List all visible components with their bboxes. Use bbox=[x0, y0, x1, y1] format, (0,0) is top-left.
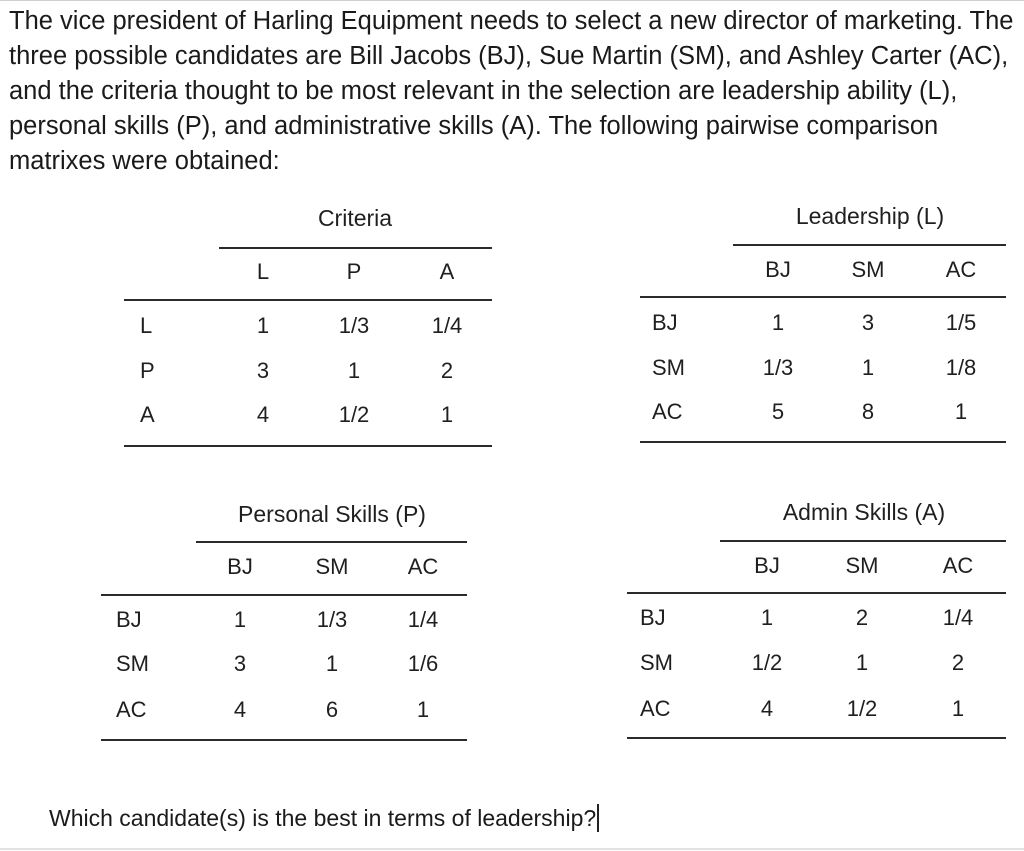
matrix-title: Personal Skills (P) bbox=[238, 501, 426, 527]
column-header: SM bbox=[845, 553, 879, 578]
matrix-cell: 1/3 bbox=[762, 355, 794, 380]
matrix-cell: 2 bbox=[855, 605, 869, 630]
question-field[interactable] bbox=[49, 803, 599, 833]
column-header: P bbox=[346, 259, 362, 284]
column-header: BJ bbox=[765, 257, 791, 282]
row-label: AC bbox=[640, 696, 671, 721]
table-rule bbox=[627, 592, 1006, 594]
question-text: Which candidate(s) is the best in terms of leadership? bbox=[49, 805, 597, 831]
table-rule bbox=[640, 441, 1006, 443]
column-header: SM bbox=[315, 554, 349, 579]
matrix-cell: 1/4 bbox=[942, 605, 974, 630]
table-rule bbox=[101, 594, 467, 596]
matrix-cell: 1/2 bbox=[751, 650, 783, 675]
row-label: SM bbox=[652, 355, 685, 380]
table-rule bbox=[101, 739, 467, 741]
matrix-title: Leadership (L) bbox=[795, 203, 945, 229]
matrix-cell: 2 bbox=[440, 358, 454, 383]
column-header: L bbox=[256, 259, 270, 284]
bottom-border bbox=[0, 848, 1024, 850]
matrix-cell: 1 bbox=[440, 402, 454, 427]
row-label: P bbox=[140, 358, 155, 383]
table-rule bbox=[733, 244, 1006, 246]
matrix-cell: 1 bbox=[954, 399, 968, 424]
row-label: AC bbox=[652, 399, 683, 424]
column-header: AC bbox=[945, 257, 977, 282]
matrix-cell: 3 bbox=[861, 310, 875, 335]
matrix-cell: 4 bbox=[760, 696, 774, 721]
matrix-cell: 1 bbox=[325, 651, 339, 676]
matrix-cell: 1 bbox=[347, 358, 361, 383]
problem-statement: The vice president of Harling Equipment needs to select a new director of marketing. The three possible candidates are Bill Jacobs (BJ), Sue Martin (SM), and Ashley Carter (AC), and the criteria thought to be most relevant in the selection are leadership ability (L), personal skills (P), and administrative skills (A). The following pairwise comparison matrixes were obtained: bbox=[9, 7, 1014, 175]
table-rule bbox=[196, 541, 467, 543]
matrix-cell: 1/4 bbox=[431, 313, 463, 338]
row-label: AC bbox=[116, 697, 147, 722]
row-label: BJ bbox=[640, 605, 666, 630]
column-header: AC bbox=[407, 554, 439, 579]
matrix-cell: 1/3 bbox=[316, 607, 348, 632]
table-rule bbox=[219, 247, 492, 249]
matrix-cell: 3 bbox=[256, 358, 270, 383]
row-label: SM bbox=[116, 651, 149, 676]
matrix-cell: 1 bbox=[861, 355, 875, 380]
table-rule bbox=[720, 540, 1006, 542]
matrix-cell: 5 bbox=[771, 399, 785, 424]
matrix-cell: 1/4 bbox=[407, 607, 439, 632]
matrix-cell: 2 bbox=[951, 650, 965, 675]
matrix-cell: 1/5 bbox=[945, 310, 977, 335]
row-label: SM bbox=[640, 650, 673, 675]
matrix-cell: 1 bbox=[771, 310, 785, 335]
text-cursor bbox=[597, 804, 599, 832]
matrix-title: Admin Skills (A) bbox=[782, 499, 946, 525]
matrix-cell: 1 bbox=[256, 313, 270, 338]
table-rule bbox=[124, 445, 492, 447]
matrix-cell: 6 bbox=[325, 697, 339, 722]
row-label: BJ bbox=[652, 310, 678, 335]
matrix-cell: 8 bbox=[861, 399, 875, 424]
matrix-cell: 1/8 bbox=[945, 355, 977, 380]
matrix-cell: 1 bbox=[855, 650, 869, 675]
column-header: SM bbox=[851, 257, 885, 282]
column-header: BJ bbox=[227, 554, 253, 579]
matrix-cell: 1 bbox=[951, 696, 965, 721]
matrix-cell: 4 bbox=[233, 697, 247, 722]
matrix-cell: 1/3 bbox=[338, 313, 370, 338]
column-header: A bbox=[439, 259, 455, 284]
table-rule bbox=[640, 296, 1006, 298]
matrix-cell: 1/6 bbox=[407, 651, 439, 676]
matrix-cell: 3 bbox=[233, 651, 247, 676]
row-label: BJ bbox=[116, 607, 142, 632]
table-rule bbox=[627, 737, 1006, 739]
top-border bbox=[0, 0, 1024, 1]
matrix-cell: 1/2 bbox=[846, 696, 878, 721]
matrix-cell: 1 bbox=[233, 607, 247, 632]
row-label: L bbox=[140, 313, 153, 338]
column-header: AC bbox=[942, 553, 974, 578]
column-header: BJ bbox=[754, 553, 780, 578]
table-rule bbox=[124, 299, 492, 301]
matrix-title: Criteria bbox=[317, 205, 393, 231]
row-label: A bbox=[140, 402, 155, 427]
matrix-cell: 4 bbox=[256, 402, 270, 427]
matrix-cell: 1 bbox=[760, 605, 774, 630]
matrix-cell: 1/2 bbox=[338, 402, 370, 427]
matrix-cell: 1 bbox=[416, 697, 430, 722]
